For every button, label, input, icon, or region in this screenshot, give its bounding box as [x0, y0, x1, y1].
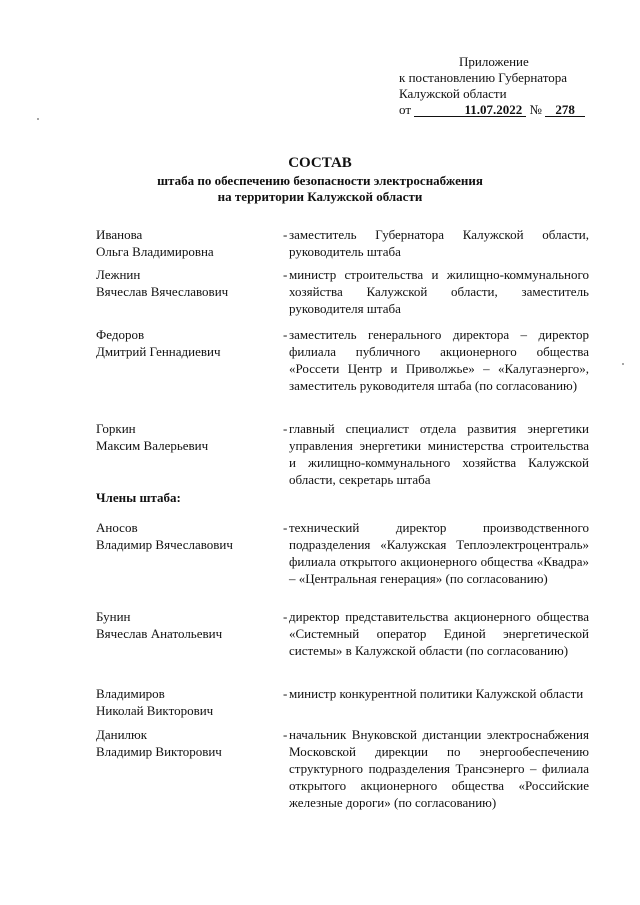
separator-dash: - — [283, 520, 288, 535]
appendix-region: Калужской области — [399, 86, 507, 101]
decree-number: 278 — [545, 103, 585, 117]
member-surname: Иванова — [96, 227, 143, 242]
member-position: начальник Внуковской дистанции электроснабжения Московской дирекции по энергообеспечению структурного подразделения Трансэнерго – филиала открытого акционерного общества «Российские железные дороги» (по согласованию) — [289, 727, 589, 810]
member-surname: Лежнин — [96, 267, 141, 282]
member-position: заместитель Губернатора Калужской области, руководитель штаба — [289, 227, 589, 259]
member-surname: Аносов — [96, 520, 138, 535]
member-name — [96, 608, 281, 642]
document-title — [0, 154, 640, 205]
separator-dash: - — [283, 686, 288, 701]
separator-dash: - — [283, 227, 288, 242]
scan-speck — [622, 363, 624, 365]
member-name — [96, 726, 281, 760]
appendix-decree: к постановлению Губернатора — [399, 70, 568, 85]
members-heading: Члены штаба: — [96, 490, 181, 505]
title-main: СОСТАВ — [288, 155, 352, 171]
member-given-name: Вячеслав Вячеславович — [96, 284, 229, 299]
member-given-name: Вячеслав Анатольевич — [96, 626, 223, 641]
decree-date: 11.07.2022 — [414, 103, 526, 117]
separator-dash: - — [283, 327, 288, 342]
member-position: заместитель генерального директора – директор филиала публичного акционерного общества «Россети Центр и Приволжье» – «Калугаэнерго», заместитель руководителя штаба (по согласованию) — [289, 327, 589, 393]
member-name — [96, 685, 281, 719]
member-name — [96, 519, 281, 553]
member-position: министр конкурентной политики Калужской области — [289, 686, 584, 701]
member-surname: Горкин — [96, 421, 136, 436]
appendix-reference — [399, 102, 585, 118]
member-given-name: Максим Валерьевич — [96, 438, 209, 453]
member-surname: Данилюк — [96, 727, 148, 742]
separator-dash: - — [283, 727, 288, 742]
member-given-name: Николай Викторович — [96, 703, 214, 718]
title-line-2: штаба по обеспечению безопасности электроснабжения — [157, 173, 483, 188]
member-name — [96, 226, 281, 260]
separator-dash: - — [283, 421, 288, 436]
member-position: главный специалист отдела развития энергетики управления энергетики министерства строительства и жилищно-коммунального хозяйства Калужской области, секретарь штаба — [289, 421, 589, 487]
appendix-header — [399, 54, 585, 118]
member-given-name: Дмитрий Геннадиевич — [96, 344, 221, 359]
member-given-name: Ольга Владимировна — [96, 244, 214, 259]
scan-speck — [37, 118, 39, 120]
member-name — [96, 420, 281, 454]
separator-dash: - — [283, 267, 288, 282]
member-given-name: Владимир Викторович — [96, 744, 222, 759]
appendix-label: Приложение — [459, 54, 529, 69]
member-surname: Владимиров — [96, 686, 165, 701]
member-surname: Федоров — [96, 327, 145, 342]
separator-dash: - — [283, 609, 288, 624]
member-surname: Бунин — [96, 609, 131, 624]
member-name — [96, 326, 281, 360]
member-name — [96, 266, 281, 300]
from-label: от — [399, 102, 412, 117]
member-position: министр строительства и жилищно-коммунального хозяйства Калужской области, заместитель руководителя штаба — [289, 267, 589, 316]
title-line-3: на территории Калужской области — [217, 189, 423, 204]
number-sign: № — [529, 102, 542, 117]
member-position: технический директор производственного подразделения «Калужская Теплоэлектроцентраль» филиала открытого акционерного общества «Квадра» – «Центральная генерация» (по согласованию) — [289, 520, 589, 586]
member-given-name: Владимир Вячеславович — [96, 537, 233, 552]
member-position: директор представительства акционерного общества «Системный оператор Единой энергетической системы» в Калужской области (по согласованию) — [289, 609, 589, 658]
